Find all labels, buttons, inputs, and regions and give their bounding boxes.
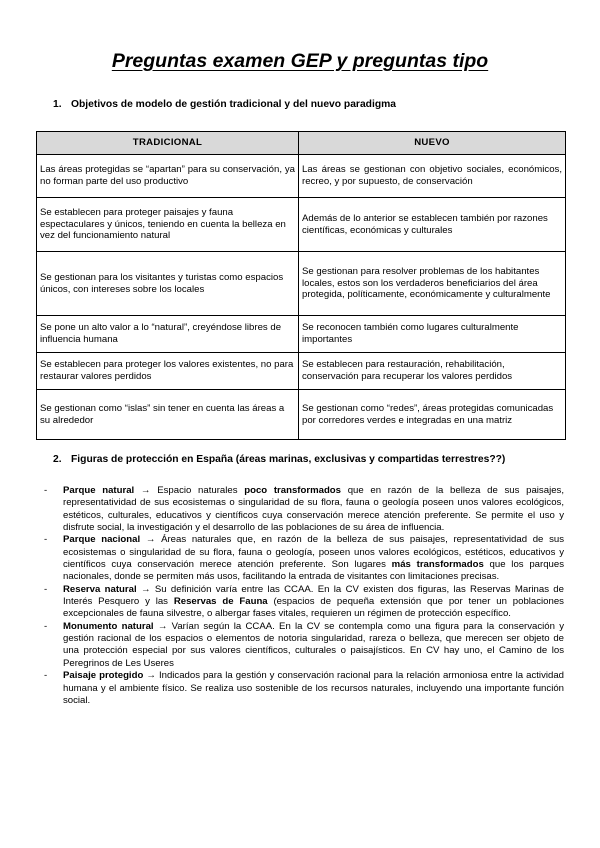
table-row [37,198,566,252]
table-header-row [37,132,566,155]
figure-text: Espacio naturales [150,485,245,496]
list-bullet: - [44,670,48,682]
figure-term: Reserva natural [63,583,137,595]
table-cell-traditional: Se gestionan como “islas” sin tener en cuenta las áreas a su alrededor [37,390,299,440]
section-2-number: 2. [53,454,62,465]
section-2-heading [53,454,505,465]
figure-text: que en razón de la belleza de sus paisajes, representatividad de sus ecosistemas o singularidad de su flora, fauna o geología poseen unos valores ecológicos, estéticos, culturales, educativos y científicos cuya conservación merece atención preferente. Se permite el uso y disfrute social, la investigación y el desarrollo de las poblaciones de su área de influencia. [63,485,564,534]
list-bullet: - [44,485,48,496]
table-row [37,390,566,440]
figure-text: Su definición varía entre las CCAA. En la CV existen dos figuras, las Reservas Marinas de Interés Pesquero y las [63,583,564,608]
figure-emphasis: Reservas de Fauna [173,596,268,608]
table-row [37,155,566,198]
section-2-title: Figuras de protección en España (áreas marinas, exclusivas y compartidas terrestres??) [71,454,506,465]
arrow-icon: → [140,485,151,496]
list-item-reserva-natural [44,584,564,621]
section-1-heading [53,99,396,110]
list-item-paisaje-protegido [44,670,564,707]
arrow-icon: → [146,670,156,682]
arrow-icon: → [145,534,156,546]
table-row [37,353,566,390]
arrow-icon: → [157,620,168,632]
figure-emphasis: más transformados [391,559,484,571]
table-cell-new: Las áreas se gestionan con objetivo sociales, económicos, recreo, y por supuesto, de conservación [299,155,566,198]
table-cell-new: Además de lo anterior se establecen también por razones científicas, económicas y culturales [299,198,566,252]
figure-term: Parque nacional [63,534,141,546]
section-1-number: 1. [53,99,62,110]
table-cell-traditional: Se gestionan para los visitantes y turistas como espacios únicos, con intereses sobre los locales [37,252,299,316]
table-cell-traditional: Las áreas protegidas se “apartan” para su conservación, ya no forman parte del uso productivo [37,155,299,198]
header-traditional: TRADICIONAL [37,132,299,155]
table-cell-new: Se establecen para restauración, rehabilitación, conservación para recuperar los valores perdidos [299,353,566,390]
arrow-icon: → [140,583,151,595]
table-cell-traditional: Se pone un alto valor a lo “natural”, creyéndose libres de influencia humana [37,316,299,353]
section-1-title: Objetivos de modelo de gestión tradicional y del nuevo paradigma [71,99,396,110]
table-cell-new: Se gestionan como “redes”, áreas protegidas comunicadas por corredores verdes e integradas en una matriz [299,390,566,440]
figure-text: Áreas naturales que, en razón de la belleza de sus paisajes, representatividad de sus ecosistemas o singularidad de su flora, fauna o geología, poseen unos valores ecológicos, estéticos, educativos y científicos cuya conservación merece atención preferente. Son lugares [63,534,565,571]
list-bullet: - [44,583,48,595]
header-new: NUEVO [299,132,566,155]
figure-term: Parque natural [63,485,135,496]
figure-text: que los parques nacionales, donde se permiten más usos, facilitando la entrada de visitantes con limitaciones precisas. [63,559,564,583]
table-row [37,252,566,316]
list-item-parque-nacional [44,534,564,583]
table-cell-new: Se gestionan para resolver problemas de los habitantes locales, estos son los verdaderos beneficiarios del área protegida, políticamente, económicamente y culturalmente [299,252,566,316]
protection-figures-list [44,485,564,707]
table-row [37,316,566,353]
list-item-monumento-natural [44,621,564,670]
figure-text: Varían según la CCAA. En la CV se contempla como una figura para la conservación y gestión racional de los espacios o elementos de notoria singularidad, rareza o belleza, que merecen ser objeto de una protección especial por sus valores científicos, culturales o paisajísticos. En CV hay uno, el Camino de los Peregrinos de Les Useres [63,620,564,669]
table-cell-new: Se reconocen también como lugares culturalmente importantes [299,316,566,353]
figure-term: Paisaje protegido [63,670,144,682]
figure-text: (espacios de pequeña extensión que por tener un poblaciones excepcionales de fauna silvestre, o albergar fases vitales, requieren un régimen de protección específico. [63,596,564,620]
figure-emphasis: poco transformados [244,485,342,496]
figure-term: Monumento natural [63,620,154,632]
list-bullet: - [44,620,48,632]
list-item-parque-natural [44,485,564,534]
document-title: Preguntas examen GEP y preguntas tipo [111,50,489,72]
table-cell-traditional: Se establecen para proteger los valores existentes, no para restaurar valores perdidos [37,353,299,390]
comparison-table [36,131,566,440]
table-cell-traditional: Se establecen para proteger paisajes y fauna espectaculares y únicos, teniendo en cuenta la belleza en vez del funcionamiento natural [37,198,299,252]
figure-text: Indicados para la gestión y conservación racional para la relación armoniosa entre la actividad humana y el ambiente físico. Se realiza uso sostenible de los recursos naturales, incluyendo una importante función social. [63,670,564,706]
list-bullet: - [44,534,48,546]
